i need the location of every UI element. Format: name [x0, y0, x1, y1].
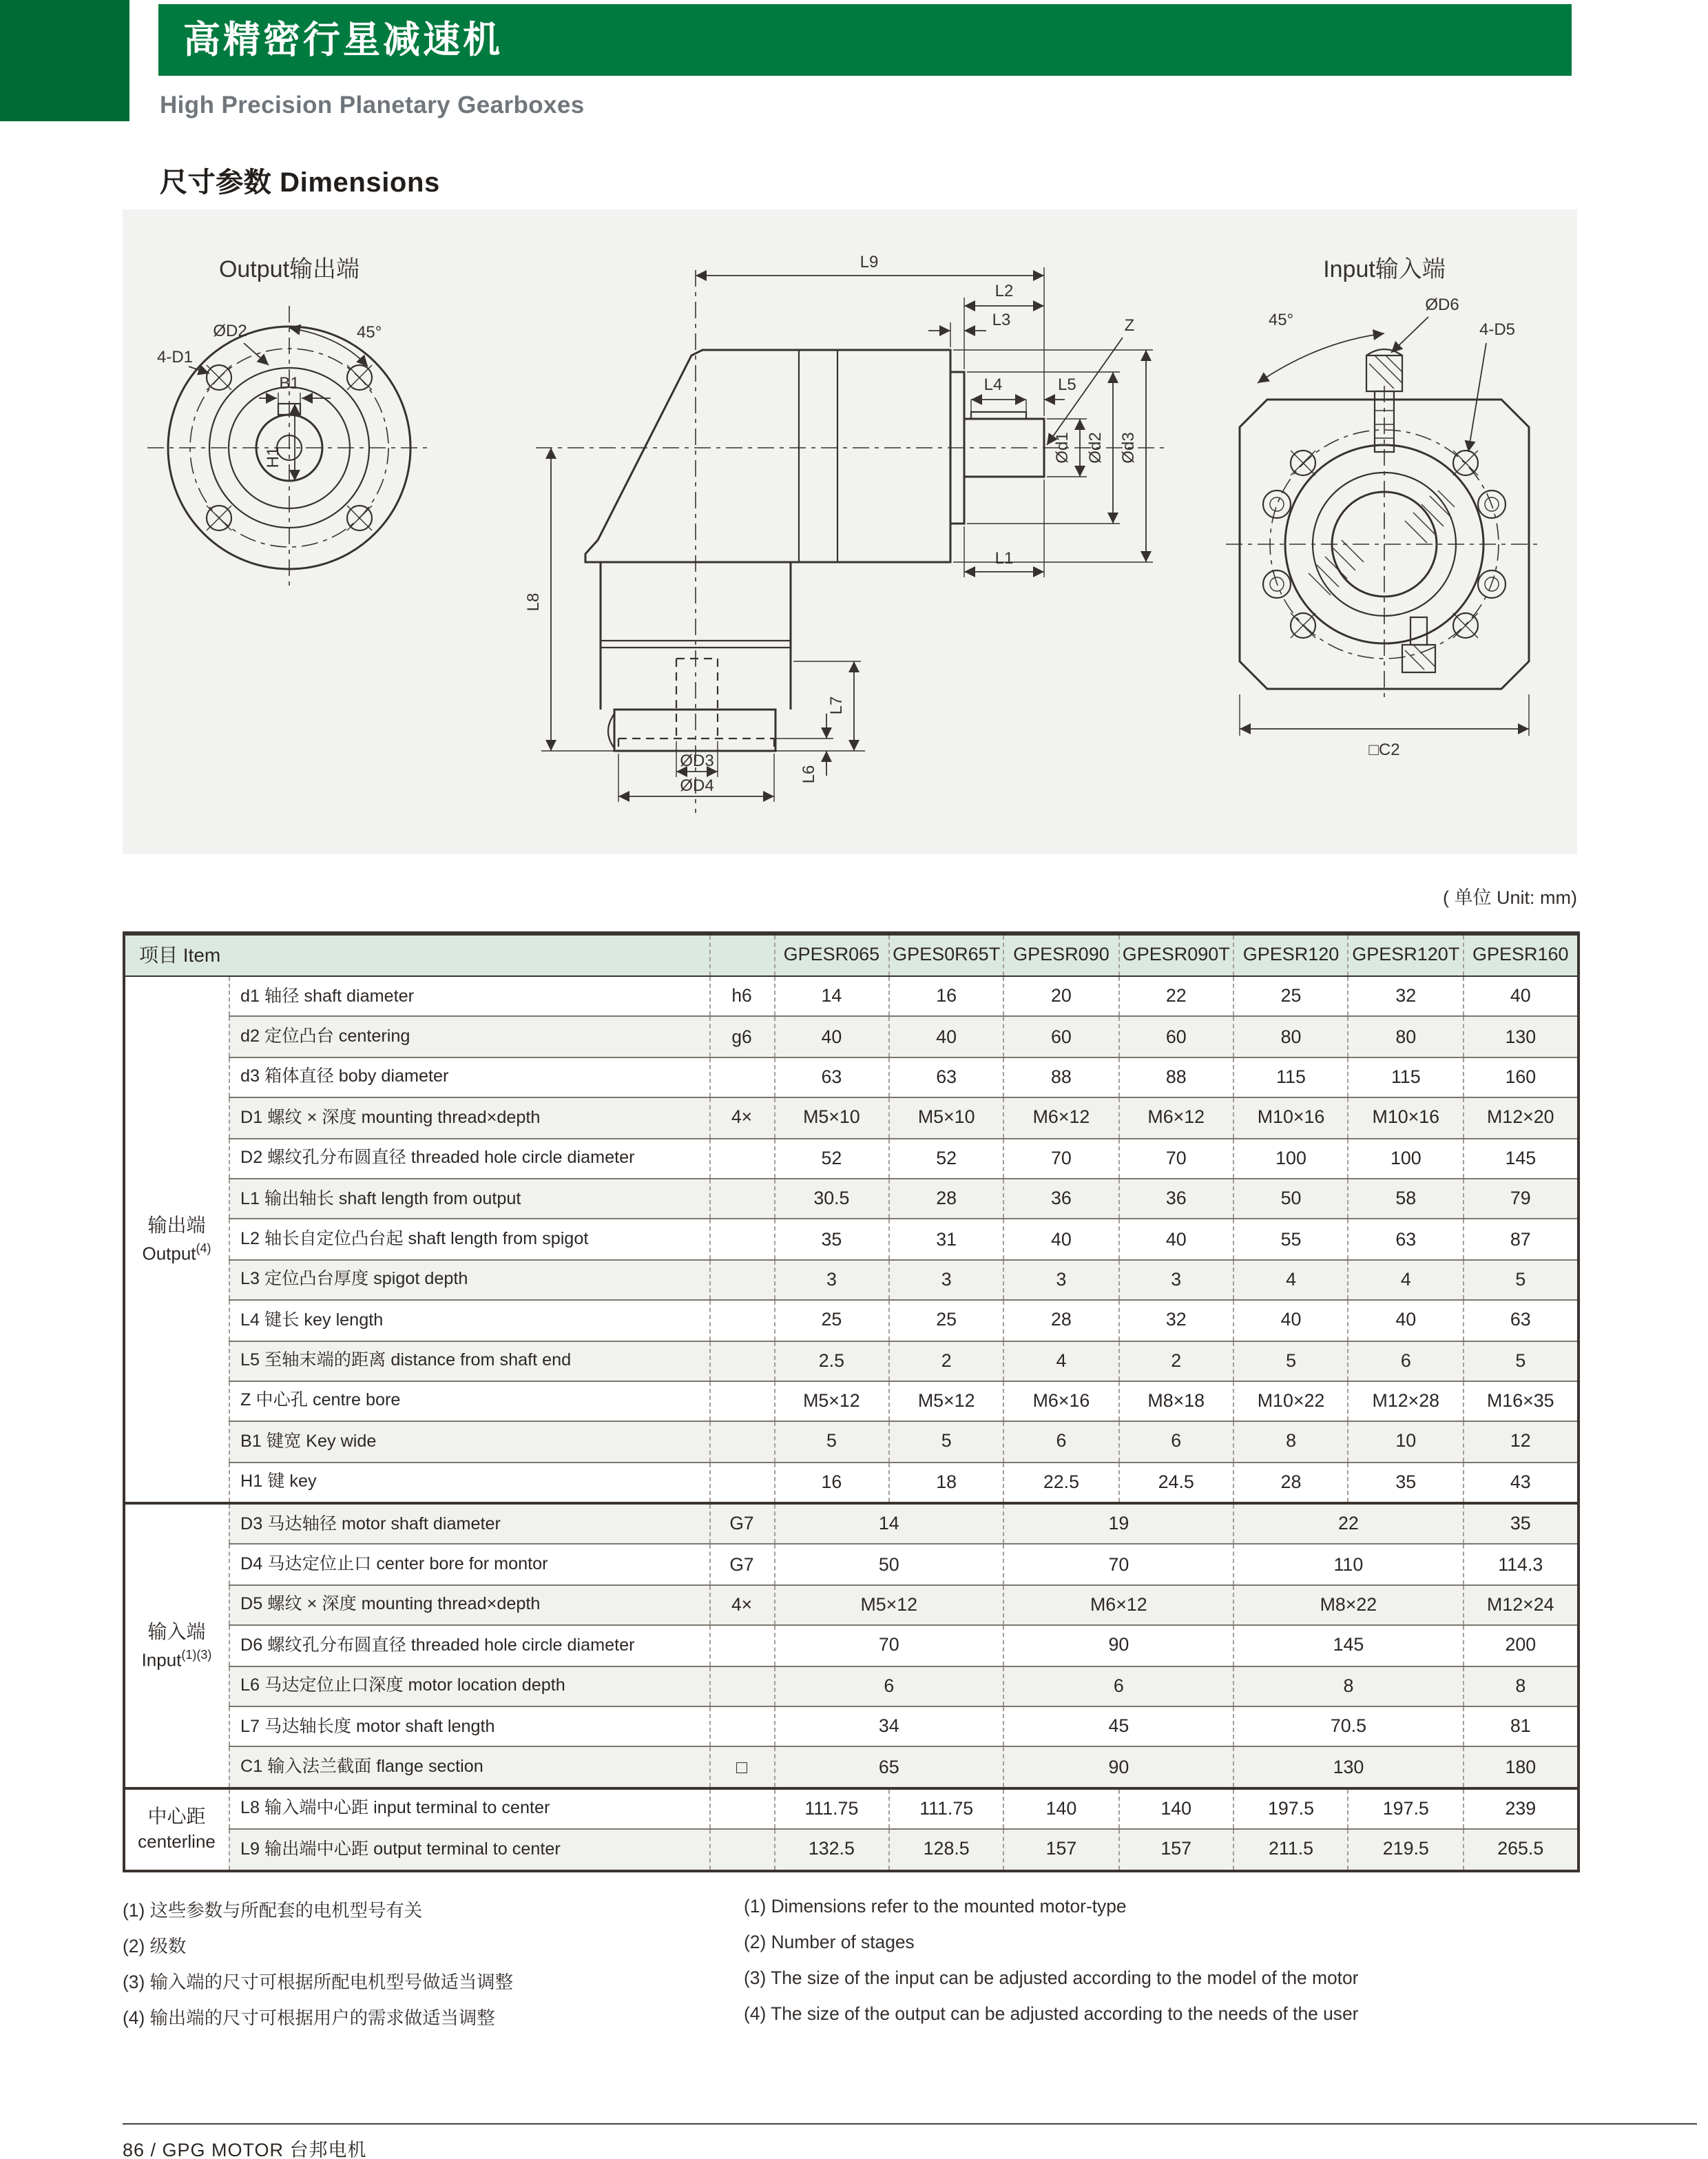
value-cell: 31	[889, 1219, 1004, 1260]
l8-label: L8	[524, 592, 543, 612]
value-cell: 3	[1118, 1259, 1233, 1300]
input-angle-45-label: 45°	[1268, 311, 1294, 329]
output-flange-view	[147, 256, 431, 590]
item-label: L9 输出端中心距 output terminal to center	[229, 1829, 709, 1870]
value-cell: 114.3	[1464, 1545, 1579, 1585]
l2-label: L2	[994, 282, 1014, 300]
item-label: L1 输出轴长 shaft length from output	[229, 1179, 709, 1219]
value-cell: 5	[1233, 1341, 1348, 1381]
phi-D6-label: ØD6	[1425, 296, 1459, 314]
table-row	[124, 1585, 1579, 1626]
tolerance-column-header	[709, 933, 774, 976]
value-cell: 88	[1118, 1057, 1233, 1098]
value-cell: 35	[1348, 1462, 1464, 1503]
footnote-cn-1: (1) 这些参数与所配套的电机型号有关	[123, 1900, 423, 1921]
tolerance-cell	[709, 1706, 774, 1747]
value-cell: 6	[1004, 1422, 1119, 1463]
value-cell: 40	[1464, 976, 1579, 1017]
value-cell: 40	[1233, 1300, 1348, 1341]
value-cell: 70	[774, 1626, 1004, 1666]
tolerance-cell	[709, 1179, 774, 1219]
tolerance-cell	[709, 1666, 774, 1706]
value-cell: 6	[1118, 1422, 1233, 1463]
item-label: D6 螺纹孔分布圆直径 threaded hole circle diameter	[229, 1626, 709, 1666]
item-label: H1 键 key	[229, 1462, 709, 1503]
table-row	[124, 1057, 1579, 1098]
table-row	[124, 1503, 1579, 1545]
value-cell: 63	[774, 1057, 889, 1098]
table-row	[124, 1666, 1579, 1706]
tolerance-cell: □	[709, 1747, 774, 1788]
value-cell: 22	[1118, 976, 1233, 1017]
value-cell: 80	[1348, 1017, 1464, 1057]
value-cell: 79	[1464, 1179, 1579, 1219]
value-cell: 3	[1004, 1259, 1119, 1300]
tolerance-cell	[709, 1259, 774, 1300]
tolerance-cell	[709, 1300, 774, 1341]
value-cell: 130	[1464, 1017, 1579, 1057]
4-d1-label: 4-D1	[156, 348, 194, 366]
value-cell: M8×18	[1118, 1381, 1233, 1422]
value-cell: 14	[774, 1503, 1004, 1545]
value-cell: 81	[1464, 1706, 1579, 1747]
value-cell: 52	[774, 1138, 889, 1179]
section-title: 尺寸参数 Dimensions	[160, 168, 440, 198]
table-row	[124, 1747, 1579, 1788]
tolerance-cell: h6	[709, 976, 774, 1017]
value-cell: 100	[1233, 1138, 1348, 1179]
output-view-title: Output输出端	[218, 256, 360, 282]
table-row	[124, 1422, 1579, 1463]
value-cell: 4	[1348, 1259, 1464, 1300]
value-cell: 5	[774, 1422, 889, 1463]
item-label: D2 螺纹孔分布圆直径 threaded hole circle diameter	[229, 1138, 709, 1179]
value-cell: 8	[1464, 1666, 1579, 1706]
model-column-header: GPESR090	[1004, 933, 1119, 976]
unit-note: ( 单位 Unit: mm)	[1443, 887, 1577, 908]
value-cell: M16×35	[1464, 1381, 1579, 1422]
value-cell: 265.5	[1464, 1829, 1579, 1870]
value-cell: 157	[1004, 1829, 1119, 1870]
value-cell: M5×10	[889, 1097, 1004, 1138]
value-cell: 70.5	[1233, 1706, 1464, 1747]
phi-D3-label: ØD3	[680, 752, 714, 770]
footnote-cn-2: (2) 级数	[123, 1936, 187, 1956]
b1-label: B1	[279, 374, 300, 393]
value-cell: 35	[774, 1219, 889, 1260]
item-label: D5 螺纹 × 深度 mounting thread×depth	[229, 1585, 709, 1626]
l3-label: L3	[992, 311, 1011, 329]
value-cell: 5	[889, 1422, 1004, 1463]
value-cell: 60	[1118, 1017, 1233, 1057]
value-cell: 40	[774, 1017, 889, 1057]
value-cell: 4	[1233, 1259, 1348, 1300]
value-cell: 5	[1464, 1259, 1579, 1300]
tolerance-cell: G7	[709, 1545, 774, 1585]
value-cell: 40	[1118, 1219, 1233, 1260]
tolerance-cell	[709, 1626, 774, 1666]
value-cell: 28	[1004, 1300, 1119, 1341]
value-cell: 2.5	[774, 1341, 889, 1381]
value-cell: 140	[1118, 1788, 1233, 1830]
value-cell: 197.5	[1348, 1788, 1464, 1830]
item-label: d2 定位凸台 centering	[229, 1017, 709, 1057]
value-cell: 239	[1464, 1788, 1579, 1830]
value-cell: 63	[1348, 1219, 1464, 1260]
value-cell: 25	[774, 1300, 889, 1341]
value-cell: 8	[1233, 1666, 1464, 1706]
table-row	[124, 1219, 1579, 1260]
tolerance-cell	[709, 1138, 774, 1179]
item-label: d1 轴径 shaft diameter	[229, 976, 709, 1017]
value-cell: M5×12	[774, 1381, 889, 1422]
value-cell: 211.5	[1233, 1829, 1348, 1870]
model-column-header: GPESR090T	[1118, 933, 1233, 976]
value-cell: 60	[1004, 1017, 1119, 1057]
value-cell: M10×16	[1348, 1097, 1464, 1138]
l5-label: L5	[1058, 375, 1076, 394]
od2-label: ØD2	[213, 322, 247, 340]
phi-D4-label: ØD4	[680, 776, 714, 795]
value-cell: 50	[1233, 1179, 1348, 1219]
section-hatching	[1309, 490, 1455, 595]
model-column-header: GPESR065	[774, 933, 889, 976]
value-cell: 128.5	[889, 1829, 1004, 1870]
tolerance-cell	[709, 1057, 774, 1098]
item-column-header: 项目 Item	[124, 933, 709, 976]
table-row	[124, 1017, 1579, 1057]
value-cell: 12	[1464, 1422, 1579, 1463]
value-cell: 25	[889, 1300, 1004, 1341]
value-cell: 160	[1464, 1057, 1579, 1098]
table-row	[124, 976, 1579, 1017]
table-row	[124, 1462, 1579, 1503]
technical-drawing	[123, 209, 1577, 854]
side-view	[524, 253, 1169, 813]
value-cell: 14	[774, 976, 889, 1017]
value-cell: 52	[889, 1138, 1004, 1179]
value-cell: 18	[889, 1462, 1004, 1503]
table-row	[124, 1179, 1579, 1219]
value-cell: 111.75	[889, 1788, 1004, 1830]
page-title: 高精密行星减速机	[183, 19, 503, 61]
value-cell: 3	[889, 1259, 1004, 1300]
value-cell: M5×12	[774, 1585, 1004, 1626]
value-cell: 88	[1004, 1057, 1119, 1098]
value-cell: 132.5	[774, 1829, 889, 1870]
model-column-header: GPESR120T	[1348, 933, 1464, 976]
4-d5-label: 4-D5	[1479, 320, 1516, 339]
value-cell: M10×16	[1233, 1097, 1348, 1138]
value-cell: 55	[1233, 1219, 1348, 1260]
tolerance-cell: G7	[709, 1503, 774, 1545]
angle-45-label: 45°	[357, 323, 382, 342]
value-cell: 5	[1464, 1341, 1579, 1381]
tolerance-cell: g6	[709, 1017, 774, 1057]
value-cell: 2	[1118, 1341, 1233, 1381]
value-cell: 197.5	[1233, 1788, 1348, 1830]
value-cell: 6	[774, 1666, 1004, 1706]
value-cell: 8	[1233, 1422, 1348, 1463]
value-cell: 110	[1233, 1545, 1464, 1585]
item-label: D1 螺纹 × 深度 mounting thread×depth	[229, 1097, 709, 1138]
value-cell: M12×20	[1464, 1097, 1579, 1138]
value-cell: 87	[1464, 1219, 1579, 1260]
value-cell: M6×16	[1004, 1381, 1119, 1422]
value-cell: 10	[1348, 1422, 1464, 1463]
item-label: L8 输入端中心距 input terminal to center	[229, 1788, 709, 1830]
value-cell: M6×12	[1004, 1097, 1119, 1138]
tolerance-cell: 4×	[709, 1585, 774, 1626]
value-cell: 6	[1348, 1341, 1464, 1381]
value-cell: 50	[774, 1545, 1004, 1585]
table-row	[124, 1259, 1579, 1300]
group-label: 中心距 centerline	[124, 1788, 229, 1871]
value-cell: 130	[1233, 1747, 1464, 1788]
tolerance-cell: 4×	[709, 1097, 774, 1138]
value-cell: 28	[1233, 1462, 1348, 1503]
footnote-en-4: (4) The size of the output can be adjusted according to the needs of the user	[744, 2003, 1359, 2024]
table-row	[124, 1706, 1579, 1747]
value-cell: M5×10	[774, 1097, 889, 1138]
value-cell: 32	[1118, 1300, 1233, 1341]
table-row	[124, 1097, 1579, 1138]
value-cell: 100	[1348, 1138, 1464, 1179]
item-label: Z 中心孔 centre bore	[229, 1381, 709, 1422]
table-row	[124, 1788, 1579, 1830]
item-label: C1 输入法兰截面 flange section	[229, 1747, 709, 1788]
l4-label: L4	[983, 375, 1003, 394]
value-cell: 36	[1004, 1179, 1119, 1219]
footnote-en-2: (2) Number of stages	[744, 1932, 915, 1952]
group-label: 输入端 Input$^{(1)(3)}$	[124, 1503, 229, 1788]
item-label: L4 键长 key length	[229, 1300, 709, 1341]
value-cell: 115	[1233, 1057, 1348, 1098]
footnote-en-1: (1) Dimensions refer to the mounted motor-type	[744, 1896, 1127, 1917]
value-cell: 2	[889, 1341, 1004, 1381]
c2-label: □C2	[1368, 741, 1400, 759]
value-cell: 32	[1348, 976, 1464, 1017]
value-cell: 80	[1233, 1017, 1348, 1057]
page-subtitle: High Precision Planetary Gearboxes	[160, 91, 585, 118]
value-cell: M6×12	[1118, 1097, 1233, 1138]
item-label: d3 箱体直径 boby diameter	[229, 1057, 709, 1098]
tolerance-cell	[709, 1219, 774, 1260]
value-cell: 35	[1464, 1503, 1579, 1545]
model-column-header: GPES0R65T	[889, 933, 1004, 976]
z-label: Z	[1124, 316, 1135, 335]
value-cell: 22	[1233, 1503, 1464, 1545]
table-row	[124, 1300, 1579, 1341]
l9-label: L9	[860, 253, 879, 271]
value-cell: 22.5	[1004, 1462, 1119, 1503]
value-cell: 36	[1118, 1179, 1233, 1219]
page-footer: 86 / GPG MOTOR 台邦电机	[123, 2140, 367, 2159]
value-cell: 25	[1233, 976, 1348, 1017]
value-cell: 180	[1464, 1747, 1579, 1788]
footer-rule	[123, 2123, 1697, 2125]
model-column-header: GPESR120	[1233, 933, 1348, 976]
value-cell: M5×12	[889, 1381, 1004, 1422]
item-label: D3 马达轴径 motor shaft diameter	[229, 1503, 709, 1545]
tolerance-cell	[709, 1788, 774, 1830]
value-cell: 43	[1464, 1462, 1579, 1503]
table-row	[124, 1829, 1579, 1870]
value-cell: 200	[1464, 1626, 1579, 1666]
tolerance-cell	[709, 1381, 774, 1422]
group-label: 输出端 Output$^{(4)}$	[124, 976, 229, 1503]
input-view-title: Input输入端	[1323, 256, 1446, 282]
footnote-cn-3: (3) 输入端的尺寸可根据所配电机型号做适当调整	[123, 1972, 514, 1992]
value-cell: 4	[1004, 1341, 1119, 1381]
tolerance-cell	[709, 1462, 774, 1503]
value-cell: 16	[889, 976, 1004, 1017]
value-cell: 16	[774, 1462, 889, 1503]
value-cell: 45	[1004, 1706, 1234, 1747]
tolerance-cell	[709, 1829, 774, 1870]
value-cell: 157	[1118, 1829, 1233, 1870]
value-cell: 30.5	[774, 1179, 889, 1219]
value-cell: 90	[1004, 1747, 1234, 1788]
value-cell: 6	[1004, 1666, 1234, 1706]
value-cell: 219.5	[1348, 1829, 1464, 1870]
item-label: L3 定位凸台厚度 spigot depth	[229, 1259, 709, 1300]
item-label: D4 马达定位止口 center bore for montor	[229, 1545, 709, 1585]
h1-label: H1	[264, 446, 282, 468]
left-green-stripe	[0, 0, 129, 121]
value-cell: 115	[1348, 1057, 1464, 1098]
value-cell: 140	[1004, 1788, 1119, 1830]
value-cell: 63	[1464, 1300, 1579, 1341]
tolerance-cell	[709, 1422, 774, 1463]
value-cell: 90	[1004, 1626, 1234, 1666]
value-cell: 111.75	[774, 1788, 889, 1830]
value-cell: 19	[1004, 1503, 1234, 1545]
value-cell: 63	[889, 1057, 1004, 1098]
value-cell: 65	[774, 1747, 1004, 1788]
value-cell: 40	[1348, 1300, 1464, 1341]
item-label: L5 至轴末端的距离 distance from shaft end	[229, 1341, 709, 1381]
value-cell: 145	[1464, 1138, 1579, 1179]
value-cell: 34	[774, 1706, 1004, 1747]
value-cell: 40	[889, 1017, 1004, 1057]
item-label: L2 轴长自定位凸台起 shaft length from spigot	[229, 1219, 709, 1260]
tolerance-cell	[709, 1341, 774, 1381]
page-header-bar	[158, 4, 1572, 76]
table-row	[124, 1138, 1579, 1179]
l6-label: L6	[800, 765, 818, 784]
value-cell: 40	[1004, 1219, 1119, 1260]
l1-label: L1	[994, 549, 1014, 568]
dimensions-table	[123, 931, 1580, 1872]
item-label: L6 马达定位止口深度 motor location depth	[229, 1666, 709, 1706]
table-row	[124, 1341, 1579, 1381]
table-row	[124, 1381, 1579, 1422]
input-flange-view	[1226, 256, 1543, 759]
value-cell: 58	[1348, 1179, 1464, 1219]
value-cell: 20	[1004, 976, 1119, 1017]
value-cell: 145	[1233, 1626, 1464, 1666]
dimension-drawing-panel	[123, 209, 1577, 854]
value-cell: 3	[774, 1259, 889, 1300]
value-cell: M6×12	[1004, 1585, 1234, 1626]
value-cell: M12×24	[1464, 1585, 1579, 1626]
model-column-header: GPESR160	[1464, 933, 1579, 976]
value-cell: 28	[889, 1179, 1004, 1219]
table-row	[124, 1626, 1579, 1666]
phi-d1-label: Ød1	[1053, 432, 1072, 464]
item-label: B1 键宽 Key wide	[229, 1422, 709, 1463]
value-cell: 70	[1004, 1545, 1234, 1585]
phi-d3-label: Ød3	[1119, 432, 1138, 464]
value-cell: 70	[1118, 1138, 1233, 1179]
value-cell: M10×22	[1233, 1381, 1348, 1422]
l7-label: L7	[827, 696, 846, 715]
item-label: L7 马达轴长度 motor shaft length	[229, 1706, 709, 1747]
table-row	[124, 1545, 1579, 1585]
phi-d2-label: Ød2	[1086, 432, 1105, 464]
value-cell: M12×28	[1348, 1381, 1464, 1422]
footnote-en-3: (3) The size of the input can be adjusted according to the model of the motor	[744, 1967, 1359, 1988]
value-cell: 24.5	[1118, 1462, 1233, 1503]
value-cell: M8×22	[1233, 1585, 1464, 1626]
value-cell: 70	[1004, 1138, 1119, 1179]
footnote-cn-4: (4) 输出端的尺寸可根据用户的需求做适当调整	[123, 2007, 495, 2028]
